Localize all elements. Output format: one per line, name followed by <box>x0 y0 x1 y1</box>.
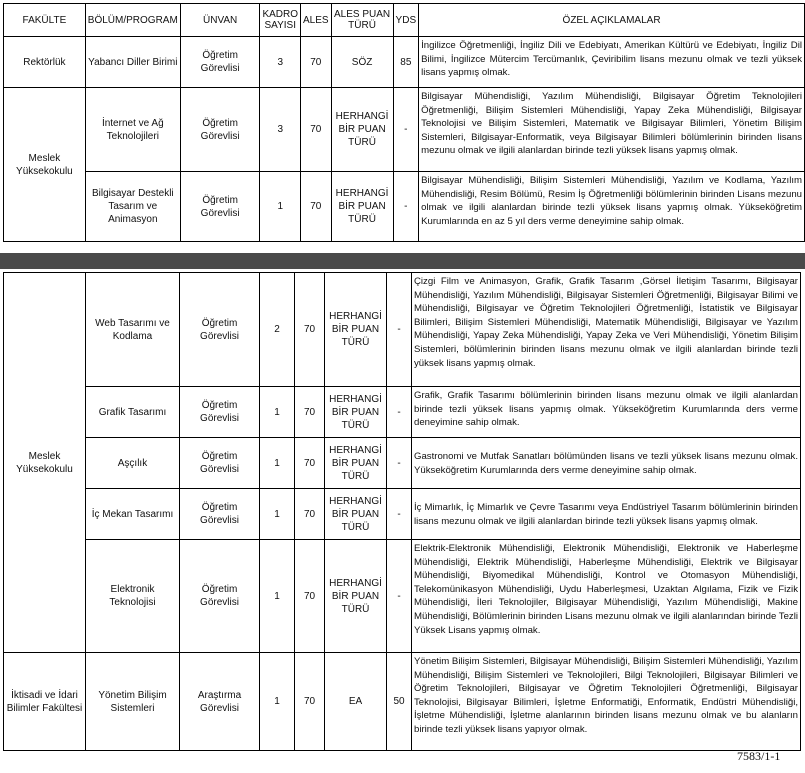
cell-bolum: Yabancı Diller Birimi <box>85 37 180 88</box>
cell-ales: 70 <box>295 387 325 438</box>
header-kadro: KADRO SAYISI <box>260 4 301 37</box>
cell-fakulte: İktisadi ve İdari Bilimler Fakültesi <box>4 653 86 751</box>
cell-puan: HERHANGİ BİR PUAN TÜRÜ <box>325 438 387 489</box>
positions-table-top <box>3 3 805 242</box>
cell-yds: 50 <box>387 653 412 751</box>
cell-fakulte: Meslek Yüksekokulu <box>4 88 86 242</box>
cell-yds: - <box>387 273 412 387</box>
header-bolum: BÖLÜM/PROGRAM <box>85 4 180 37</box>
cell-bolum: Elektronik Teknolojisi <box>86 540 180 653</box>
cell-unvan: Öğretim Görevlisi <box>180 387 260 438</box>
cell-ales: 70 <box>295 653 325 751</box>
header-unvan: ÜNVAN <box>180 4 260 37</box>
cell-desc: Bilgisayar Mühendisliği, Yazılım Mühendisliği, Bilgisayar Öğretim Teknolojileri Öğretmenliği, Bilişim Sistemleri Mühendisliği, Yapay Zeka Mühendisliği, Bilgisayar Teknolojisi ve Bilişim Sistemleri, Matematik ve Bilgisayar Bilimleri, Yönetim Bilişim Sistemleri, Bilgisayar-Enformatik, veya Bilgisayar Bilimleri bölümlerinin birinden lisans mezunu olmak ve ilgili alanlardan birinde tezli yüksek lisans yapmış olmak. <box>419 88 805 172</box>
cell-unvan: Araştırma Görevlisi <box>180 653 260 751</box>
cell-puan: HERHANGİ BİR PUAN TÜRÜ <box>331 88 393 172</box>
cell-unvan: Öğretim Görevlisi <box>180 88 260 172</box>
cell-bolum: İnternet ve Ağ Teknolojileri <box>85 88 180 172</box>
cell-kadro: 1 <box>260 653 295 751</box>
cell-puan: HERHANGİ BİR PUAN TÜRÜ <box>331 172 393 242</box>
cell-unvan: Öğretim Görevlisi <box>180 540 260 653</box>
cell-yds: - <box>393 172 419 242</box>
cell-unvan: Öğretim Görevlisi <box>180 37 260 88</box>
cell-kadro: 1 <box>260 489 295 540</box>
cell-puan: SÖZ <box>331 37 393 88</box>
positions-table-bottom <box>3 272 801 751</box>
table-row <box>4 172 805 242</box>
header-ales: ALES <box>301 4 332 37</box>
cell-puan: HERHANGİ BİR PUAN TÜRÜ <box>325 273 387 387</box>
cell-kadro: 3 <box>260 88 301 172</box>
cell-bolum: Yönetim Bilişim Sistemleri <box>86 653 180 751</box>
header-fakulte: FAKÜLTE <box>4 4 86 37</box>
cell-desc: İngilizce Öğretmenliği, İngiliz Dili ve Edebiyatı, Amerikan Kültürü ve Edebiyatı, İngiliz Dil Bilimi, İngilizce Mütercim Tercümanlık, Çeviribilim lisans mezunu olmak ve tezli yüksek lisans yapmış olmak. <box>419 37 805 88</box>
cell-kadro: 1 <box>260 438 295 489</box>
table-row <box>4 387 801 438</box>
header-ozel: ÖZEL AÇIKLAMALAR <box>419 4 805 37</box>
cell-puan: EA <box>325 653 387 751</box>
cell-ales: 70 <box>295 540 325 653</box>
cell-kadro: 1 <box>260 540 295 653</box>
page-number: 7583/1-1 <box>737 749 781 763</box>
cell-ales: 70 <box>301 37 332 88</box>
cell-desc: Yönetim Bilişim Sistemleri, Bilgisayar Mühendisliği, Bilişim Sistemleri Mühendisliği, Yazılım Mühendisliği, Bilişim Sistemleri ve Teknolojileri, Bilgi Teknolojileri, Bilgisayar Bilimleri ve Öğretim Teknolojileri, Bilgisayar ve Öğretim Teknolojileri Öğretmenliği, Bilgisayar Teknolojisi, Bilgisayar Bilimleri, İşletme Enformatiği, Enformatik, Endüstri Mühendisliği, İşletme Mühendisliği, İşletme alanlarının birinden lisans mezunu olmak ve bu alanların birinde tezli yüksek lisans yapıyor olmak. <box>412 653 801 751</box>
cell-ales: 70 <box>295 438 325 489</box>
cell-puan: HERHANGİ BİR PUAN TÜRÜ <box>325 387 387 438</box>
cell-ales: 70 <box>301 88 332 172</box>
cell-yds: - <box>387 387 412 438</box>
cell-desc: Grafik, Grafik Tasarımı bölümlerinin birinden lisans mezunu olmak ve ilgili alanlardan birinde tezli yüksek lisans yapmış olmak. Yükseköğretim Kurumlarında ders verme deneyimine sahip olmak. <box>412 387 801 438</box>
cell-fakulte: Rektörlük <box>4 37 86 88</box>
cell-ales: 70 <box>295 273 325 387</box>
cell-yds: - <box>387 489 412 540</box>
cell-yds: - <box>393 88 419 172</box>
cell-unvan: Öğretim Görevlisi <box>180 172 260 242</box>
cell-ales: 70 <box>301 172 332 242</box>
page-separator-band <box>0 253 805 269</box>
cell-bolum: Grafik Tasarımı <box>86 387 180 438</box>
table-row <box>4 540 801 653</box>
table-row <box>4 88 805 172</box>
cell-yds: - <box>387 540 412 653</box>
cell-desc: Bilgisayar Mühendisliği, Bilişim Sistemleri Mühendisliği, Yazılım ve Kodlama, Yazılım Mühendisliği, Resim Bölümü, Resim İş Öğretmenliği bölümlerinin birinden Lisans mezunu olmak ve ilgili alanlardan birinde tezli yüksek lisans yapmış olmak. Yükseköğretim Kurumlarında en az 5 yıl ders verme deneyimine sahip olmak. <box>419 172 805 242</box>
cell-kadro: 3 <box>260 37 301 88</box>
cell-kadro: 1 <box>260 387 295 438</box>
cell-desc: Gastronomi ve Mutfak Sanatları bölümünden lisans ve tezli yüksek lisans mezunu olmak. Yükseköğretim Kurumlarında ders verme deneyimine sahip olmak. <box>412 438 801 489</box>
cell-unvan: Öğretim Görevlisi <box>180 438 260 489</box>
cell-yds: - <box>387 438 412 489</box>
header-ales-puan: ALES PUAN TÜRÜ <box>331 4 393 37</box>
table-row <box>4 438 801 489</box>
cell-yds: 85 <box>393 37 419 88</box>
cell-ales: 70 <box>295 489 325 540</box>
cell-fakulte: Meslek Yüksekokulu <box>4 273 86 653</box>
cell-kadro: 2 <box>260 273 295 387</box>
cell-puan: HERHANGİ BİR PUAN TÜRÜ <box>325 489 387 540</box>
cell-puan: HERHANGİ BİR PUAN TÜRÜ <box>325 540 387 653</box>
cell-desc: Elektrik-Elektronik Mühendisliği, Elektronik Mühendisliği, Elektronik ve Haberleşme Mühendisliği, Elektrik Mühendisliği, Haberleşme Mühendisliği, Elektrik ve Bilgisayar Mühendisliği, Biyomedikal Mühendisliği, Kontrol ve Otomasyon Mühendisliği, Telekomünikasyon Mühendisliği, Uydu Haberleşmesi, Uzaktan Algılama, Fizik ve Fizik Mühendisliği, İleri Teknolojiler, Bilgisayar Mühendisliği, Yazılım Mühendisliği, Makine Mühendisliği, Bölümlerinin birinden Lisans mezunu olmak ve ilgili alanlarından birinde Tezli Yüksek Lisans yapmış olmak. <box>412 540 801 653</box>
cell-bolum: Bilgisayar Destekli Tasarım ve Animasyon <box>85 172 180 242</box>
cell-bolum: Aşçılık <box>86 438 180 489</box>
cell-bolum: İç Mekan Tasarımı <box>86 489 180 540</box>
cell-desc: İç Mimarlık, İç Mimarlık ve Çevre Tasarımı veya Endüstriyel Tasarım bölümlerinin birinden lisans mezunu olmak ve ilgili alanlardan birinde tezli yüksek lisans yapmış olmak. <box>412 489 801 540</box>
table-row <box>4 489 801 540</box>
cell-kadro: 1 <box>260 172 301 242</box>
table-header-row <box>4 4 805 37</box>
cell-desc: Çizgi Film ve Animasyon, Grafik, Grafik Tasarım ,Görsel İletişim Tasarımı, Bilgisayar Mühendisliği, Yazılım Mühendisliği, Bilgisayar Sistemleri Öğretmenliği, Bilgisayar Bilimi ve Mühendisliği, Bilgisayar ve Öğretim Teknolojileri Öğretmenliği, İstatistik ve Bilgisayar Bilimleri, Bilişim Sistemleri Mühendisliği, Matematik Mühendisliği, Bilgisayar ve Yazılım Mühendisliği, Yapay Zeka Mühendisliği, Yapay Zeka ve Veri Mühendisliği, Yönetim Bilişim Sistemleri, bölümlerinin birinden lisans mezunu olmak ve ilgili alanlardan birinde tezli yüksek lisans yapmış olmak. <box>412 273 801 387</box>
table-row <box>4 273 801 387</box>
cell-unvan: Öğretim Görevlisi <box>180 273 260 387</box>
table-row <box>4 37 805 88</box>
table-row <box>4 653 801 751</box>
cell-bolum: Web Tasarımı ve Kodlama <box>86 273 180 387</box>
cell-unvan: Öğretim Görevlisi <box>180 489 260 540</box>
header-yds: YDS <box>393 4 419 37</box>
